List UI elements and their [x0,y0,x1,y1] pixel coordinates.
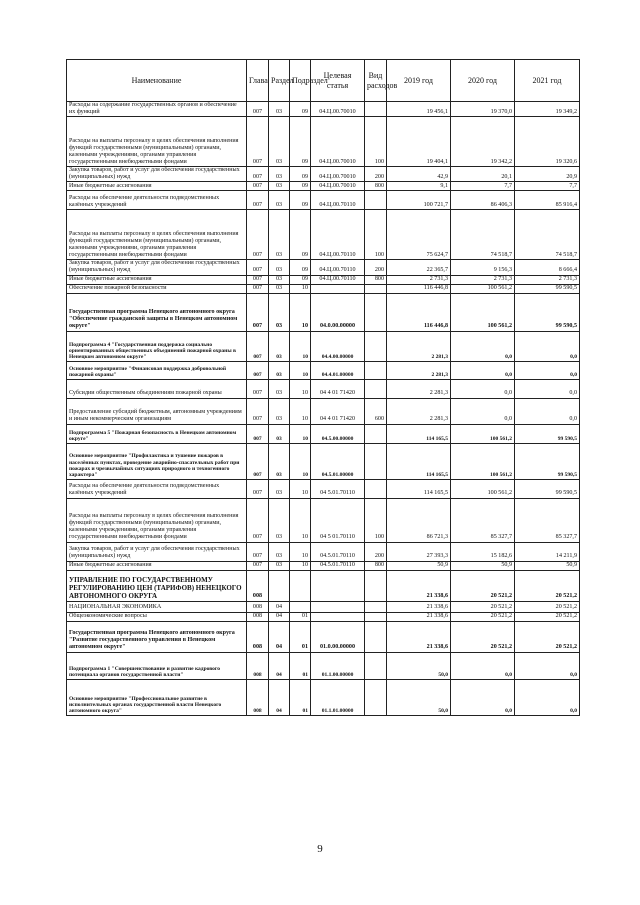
row-value-2021: 20,9 [515,167,580,182]
row-section: 03 [269,260,290,275]
row-value-2021: 20 521,2 [515,621,580,652]
row-section: 03 [269,498,290,542]
row-subsection: 09 [290,260,311,275]
row-expense-type: 800 [365,561,387,570]
table-row [67,260,580,275]
header-2020: 2020 год [451,60,515,102]
row-value-2020: 0,0 [451,331,515,361]
row-value-2021: 20 521,2 [515,612,580,621]
table-row [67,102,580,117]
row-section: 03 [269,167,290,182]
row-article: 04.Ц.00.70110 [311,260,365,275]
row-value-2019: 116 446,8 [387,293,451,331]
row-value-2019: 2 281,3 [387,398,451,424]
row-expense-type [365,679,387,715]
row-expense-type [365,443,387,479]
row-subsection: 10 [290,284,311,293]
row-subsection: 10 [290,479,311,498]
row-value-2019: 21 338,6 [387,621,451,652]
row-name: Иные бюджетные ассигнования [67,561,247,570]
row-expense-type: 200 [365,542,387,561]
row-section: 03 [269,479,290,498]
row-section: 03 [269,284,290,293]
row-value-2020: 2 731,3 [451,275,515,284]
row-section: 04 [269,621,290,652]
row-article: 04.Ц.00.70010 [311,167,365,182]
row-value-2021: 7,7 [515,182,580,191]
row-section: 03 [269,361,290,379]
row-value-2020: 9 156,3 [451,260,515,275]
row-chapter: 008 [247,652,269,679]
row-value-2020: 20 521,2 [451,612,515,621]
row-section: 03 [269,102,290,117]
row-subsection: 10 [290,361,311,379]
row-chapter: 007 [247,542,269,561]
row-expense-type [365,570,387,601]
row-section: 04 [269,679,290,715]
table-row [67,167,580,182]
row-value-2019: 50,9 [387,561,451,570]
row-chapter: 008 [247,570,269,601]
row-chapter: 007 [247,498,269,542]
row-subsection: 09 [290,210,311,260]
row-article: 04.Ц.00.70110 [311,275,365,284]
row-expense-type: 800 [365,275,387,284]
row-subsection: 09 [290,102,311,117]
header-2021: 2021 год [515,60,580,102]
row-value-2021: 99 590,5 [515,284,580,293]
row-value-2019: 2 731,3 [387,275,451,284]
table-row [67,542,580,561]
row-value-2021: 19 349,2 [515,102,580,117]
row-value-2021: 85 327,7 [515,498,580,542]
row-chapter: 007 [247,117,269,167]
table-row [67,398,580,424]
row-section [269,570,290,601]
table-row [67,331,580,361]
row-chapter: 007 [247,182,269,191]
row-name: Предоставление субсидий бюджетным, автономным учреждениям и иным некоммерческим организациям [67,398,247,424]
row-subsection: 01 [290,621,311,652]
row-section: 03 [269,191,290,210]
row-article: 04.Ц.00.70110 [311,210,365,260]
row-expense-type [365,652,387,679]
row-expense-type [365,601,387,612]
row-value-2020: 50,9 [451,561,515,570]
row-subsection: 10 [290,443,311,479]
row-subsection: 10 [290,398,311,424]
row-name: УПРАВЛЕНИЕ ПО ГОСУДАРСТВЕННОМУ РЕГУЛИРОВАНИЮ ЦЕН (ТАРИФОВ) НЕНЕЦКОГО АВТОНОМНОГО ОКРУГА [67,570,247,601]
row-value-2020: 85 327,7 [451,498,515,542]
row-name: Общеэкономические вопросы [67,612,247,621]
row-name: Иные бюджетные ассигнования [67,275,247,284]
row-article: 01.0.00.00000 [311,621,365,652]
row-expense-type: 100 [365,117,387,167]
row-section: 03 [269,561,290,570]
table-row [67,182,580,191]
header-subsection: Подраздел [290,60,311,102]
row-name: Субсидии общественным объединениям пожарной охраны [67,379,247,398]
row-value-2019: 42,9 [387,167,451,182]
row-value-2021: 99 590,5 [515,424,580,443]
row-section: 03 [269,210,290,260]
header-section: Раздел [269,60,290,102]
row-article [311,570,365,601]
row-article: 04.Ц.00.70010 [311,102,365,117]
row-chapter: 007 [247,479,269,498]
row-expense-type: 100 [365,498,387,542]
row-value-2021: 85 916,4 [515,191,580,210]
table-row [67,612,580,621]
row-value-2021: 20 521,2 [515,601,580,612]
row-expense-type: 600 [365,398,387,424]
row-value-2021: 74 518,7 [515,210,580,260]
row-expense-type [365,621,387,652]
row-expense-type [365,284,387,293]
table-header-row [67,60,580,102]
row-value-2020: 100 561,2 [451,284,515,293]
row-expense-type [365,361,387,379]
row-chapter: 008 [247,621,269,652]
table-row [67,443,580,479]
row-value-2020: 0,0 [451,379,515,398]
row-value-2019: 2 281,3 [387,379,451,398]
row-subsection: 09 [290,117,311,167]
row-chapter: 007 [247,398,269,424]
row-subsection: 01 [290,652,311,679]
row-expense-type [365,379,387,398]
row-article: 01.1.00.00000 [311,652,365,679]
row-article: 04 5 01.70110 [311,498,365,542]
row-value-2021: 0,0 [515,331,580,361]
table-row [67,361,580,379]
row-chapter: 007 [247,284,269,293]
row-value-2020: 74 518,7 [451,210,515,260]
table-row [67,652,580,679]
header-name: Наименование [67,60,247,102]
row-chapter: 007 [247,275,269,284]
row-chapter: 008 [247,601,269,612]
row-section: 03 [269,275,290,284]
row-value-2020: 100 561,2 [451,293,515,331]
row-value-2020: 86 406,3 [451,191,515,210]
row-value-2020: 19 342,2 [451,117,515,167]
row-name: Закупка товаров, работ и услуг для обеспечения государственных (муниципальных) нужд [67,167,247,182]
row-value-2021: 99 590,5 [515,443,580,479]
row-value-2021: 2 731,3 [515,275,580,284]
row-value-2021: 99 590,5 [515,293,580,331]
row-section: 04 [269,601,290,612]
row-article: 04 4 01 71420 [311,379,365,398]
row-value-2019: 2 281,3 [387,331,451,361]
row-expense-type [365,102,387,117]
row-value-2021: 0,0 [515,361,580,379]
row-section: 03 [269,293,290,331]
row-name: Расходы на выплаты персоналу в целях обеспечения выполнения функций государственными (муниципальными) органами, казенными учреждениями, органами управления государственными внебюджетными фондами [67,117,247,167]
row-section: 04 [269,612,290,621]
row-value-2021: 0,0 [515,379,580,398]
row-article: 01.1.01.00000 [311,679,365,715]
row-section: 03 [269,398,290,424]
row-name: Закупка товаров, работ и услуг для обеспечения государственных (муниципальных) нужд [67,260,247,275]
row-value-2019: 114 165,5 [387,424,451,443]
row-chapter: 007 [247,424,269,443]
row-article: 04.Ц.00.70110 [311,191,365,210]
row-section: 03 [269,182,290,191]
row-chapter: 007 [247,331,269,361]
row-value-2019: 116 446,8 [387,284,451,293]
row-value-2019: 50,0 [387,679,451,715]
row-value-2021: 99 590,5 [515,479,580,498]
row-value-2019: 100 721,7 [387,191,451,210]
row-subsection: 01 [290,679,311,715]
table-row [67,601,580,612]
row-chapter: 008 [247,612,269,621]
row-subsection [290,601,311,612]
row-value-2019: 75 624,7 [387,210,451,260]
row-subsection: 10 [290,498,311,542]
row-name: Иные бюджетные ассигнования [67,182,247,191]
row-value-2020: 100 561,2 [451,424,515,443]
row-name: Государственная программа Ненецкого автономного округа "Обеспечение гражданской защиты в Ненецком автономном округе" [67,293,247,331]
row-value-2019: 22 365,7 [387,260,451,275]
row-value-2019: 21 338,6 [387,612,451,621]
table-row [67,424,580,443]
row-expense-type [365,479,387,498]
row-value-2021: 0,0 [515,652,580,679]
row-subsection: 09 [290,191,311,210]
table-row [67,570,580,601]
row-article [311,284,365,293]
row-value-2021: 20 521,2 [515,570,580,601]
budget-table [66,59,580,716]
row-article: 04.0.00.00000 [311,293,365,331]
row-expense-type [365,293,387,331]
row-value-2019: 114 165,5 [387,479,451,498]
row-section: 04 [269,652,290,679]
row-value-2020: 0,0 [451,398,515,424]
row-name: НАЦИОНАЛЬНАЯ ЭКОНОМИКА [67,601,247,612]
row-value-2020: 15 182,6 [451,542,515,561]
row-value-2020: 20 521,2 [451,570,515,601]
row-article: 04.5.01.70110 [311,542,365,561]
table-row [67,621,580,652]
row-value-2021: 19 320,6 [515,117,580,167]
row-value-2020: 7,7 [451,182,515,191]
budget-table-sheet [66,59,579,716]
row-article [311,601,365,612]
row-value-2019: 19 404,1 [387,117,451,167]
row-expense-type: 100 [365,210,387,260]
row-expense-type [365,331,387,361]
row-name: Расходы на обеспечение деятельности подведомственных казённых учреждений [67,191,247,210]
row-article: 04.5.00.00000 [311,424,365,443]
row-subsection [290,570,311,601]
row-chapter: 007 [247,379,269,398]
row-article: 04 4 01 71420 [311,398,365,424]
table-row [67,379,580,398]
row-section: 03 [269,443,290,479]
row-expense-type [365,191,387,210]
header-2019: 2019 год [387,60,451,102]
row-chapter: 008 [247,679,269,715]
row-chapter: 007 [247,561,269,570]
row-subsection: 10 [290,331,311,361]
row-subsection: 10 [290,561,311,570]
row-expense-type: 800 [365,182,387,191]
row-name: Государственная программа Ненецкого автономного округа "Развитие государственного управления в Ненецком автономном округе" [67,621,247,652]
row-article: 04 5.01.70110 [311,479,365,498]
row-name: Основное мероприятие "Профессиональное развитие в исполнительных органах государственной власти Ненецкого автономного округа" [67,679,247,715]
row-article: 04.4.01.00000 [311,361,365,379]
row-value-2019: 21 338,6 [387,601,451,612]
row-value-2019: 50,0 [387,652,451,679]
table-row [67,561,580,570]
row-value-2019: 114 165,5 [387,443,451,479]
row-chapter: 007 [247,293,269,331]
table-row [67,210,580,260]
row-subsection: 10 [290,424,311,443]
row-subsection: 10 [290,293,311,331]
row-chapter: 007 [247,167,269,182]
table-row [67,479,580,498]
table-row [67,679,580,715]
row-value-2021: 0,0 [515,398,580,424]
row-name: Подпрограмма 4 "Государственная поддержка социально ориентированных общественных объединений пожарной охраны в Ненецком автономном округе" [67,331,247,361]
row-section: 03 [269,331,290,361]
row-chapter: 007 [247,191,269,210]
page-number: 9 [317,843,323,855]
row-expense-type: 200 [365,167,387,182]
table-row [67,117,580,167]
row-chapter: 007 [247,210,269,260]
row-chapter: 007 [247,260,269,275]
row-article: 04.5.01.70110 [311,561,365,570]
row-value-2021: 14 211,9 [515,542,580,561]
row-value-2020: 19 370,0 [451,102,515,117]
row-article: 04.Ц.00.70010 [311,182,365,191]
row-section: 03 [269,379,290,398]
row-chapter: 007 [247,102,269,117]
row-article [311,612,365,621]
row-name: Закупка товаров, работ и услуг для обеспечения государственных (муниципальных) нужд [67,542,247,561]
row-expense-type [365,424,387,443]
row-article: 04.Ц.00.70010 [311,117,365,167]
row-name: Основное мероприятие "Финансовая поддержка добровольной пожарной охраны" [67,361,247,379]
row-name: Подпрограмма 5 "Пожарная безопасность в Ненецком автономном округе" [67,424,247,443]
table-row [67,498,580,542]
row-value-2020: 0,0 [451,361,515,379]
row-value-2019: 86 721,3 [387,498,451,542]
row-name: Обеспечение пожарной безопасности [67,284,247,293]
row-article: 04.5.01.00000 [311,443,365,479]
row-name: Расходы на выплаты персоналу в целях обеспечения выполнения функций государственными (муниципальными) органами, казенными учреждениями, органами управления государственными внебюджетными фондами [67,210,247,260]
row-expense-type [365,612,387,621]
row-subsection: 01 [290,612,311,621]
row-article: 04.4.00.00000 [311,331,365,361]
row-value-2019: 2 281,3 [387,361,451,379]
row-value-2021: 0,0 [515,679,580,715]
row-value-2021: 50,9 [515,561,580,570]
table-row [67,275,580,284]
row-section: 03 [269,117,290,167]
table-row [67,191,580,210]
row-value-2020: 0,0 [451,679,515,715]
row-value-2021: 8 666,4 [515,260,580,275]
row-subsection: 10 [290,379,311,398]
row-value-2020: 100 561,2 [451,443,515,479]
table-row [67,284,580,293]
row-subsection: 10 [290,542,311,561]
row-section: 03 [269,424,290,443]
row-subsection: 09 [290,167,311,182]
row-expense-type: 200 [365,260,387,275]
header-article: Целевая статья [311,60,365,102]
row-value-2020: 20 521,2 [451,601,515,612]
row-value-2020: 20,1 [451,167,515,182]
row-value-2019: 19 456,1 [387,102,451,117]
header-chapter: Глава [247,60,269,102]
table-row [67,293,580,331]
row-value-2019: 21 338,6 [387,570,451,601]
row-name: Подпрограмма 1 "Совершенствование и развитие кадрового потенциала органов государственной власти" [67,652,247,679]
row-chapter: 007 [247,361,269,379]
row-name: Расходы на содержание государственных органов и обеспечение их функций [67,102,247,117]
row-value-2019: 27 393,3 [387,542,451,561]
row-value-2019: 9,1 [387,182,451,191]
row-name: Расходы на выплаты персоналу в целях обеспечения выполнения функций государственными (муниципальными) органами, казенными учреждениями, органами управления государственными внебюджетными фондами [67,498,247,542]
row-chapter: 007 [247,443,269,479]
header-expense-type: Вид расходов [365,60,387,102]
row-value-2020: 0,0 [451,652,515,679]
row-section: 03 [269,542,290,561]
row-subsection: 09 [290,182,311,191]
row-name: Основное мероприятие "Профилактика и тушение пожаров в населённых пунктах, проведение аварийно-спасательных работ при пожарах и чрезвычайных ситуациях природного и техногенного характера" [67,443,247,479]
row-value-2020: 20 521,2 [451,621,515,652]
row-name: Расходы на обеспечение деятельности подведомственных казённых учреждений [67,479,247,498]
row-value-2020: 100 561,2 [451,479,515,498]
row-subsection: 09 [290,275,311,284]
